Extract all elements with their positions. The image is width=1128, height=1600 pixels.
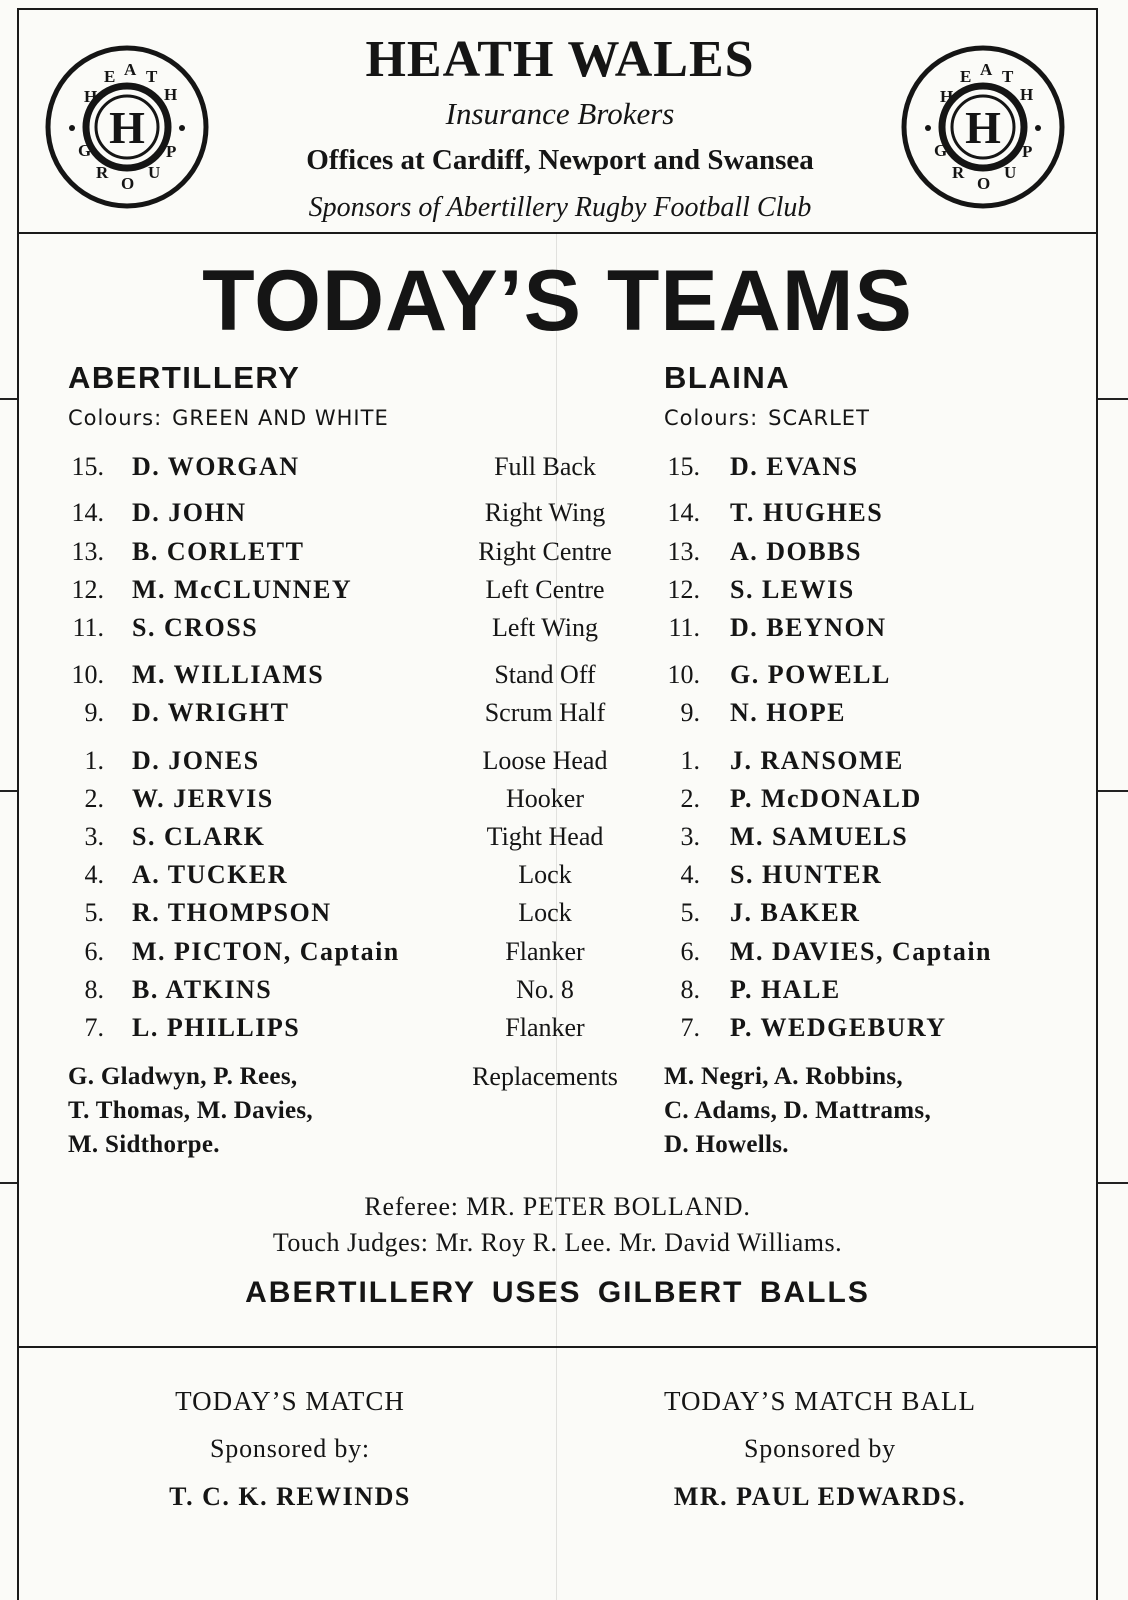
home-player-name: L. PHILLIPS <box>132 1013 301 1042</box>
home-player-name: S. CROSS <box>132 613 259 642</box>
position-label: Left Centre <box>485 575 605 604</box>
away-player-name: P. McDONALD <box>730 784 922 813</box>
logo-letter: H <box>965 102 1001 153</box>
edge-tick <box>1098 1182 1128 1184</box>
home-player-name: B. ATKINS <box>132 975 273 1004</box>
ball-note: ABERTILLERY USES GILBERT BALLS <box>245 1276 870 1309</box>
header-sponsorship: Sponsors of Abertillery Rugby Football Club <box>308 192 812 223</box>
svg-text:HEATH GROUP: HE A TH GROUP <box>78 60 178 193</box>
heath-group-logo-icon <box>44 44 210 210</box>
position-label: Flanker <box>505 1013 585 1042</box>
ball-sponsor-name: MR. PAUL EDWARDS. <box>673 1482 967 1511</box>
heath-group-logo-left <box>44 44 210 210</box>
edge-tick <box>0 1182 17 1184</box>
away-team-colours <box>664 406 870 430</box>
home-player-name: M. WILLIAMS <box>132 660 325 689</box>
position-label: Right Centre <box>478 537 612 566</box>
position-label: Lock <box>518 860 572 889</box>
header-subtitle: Insurance Brokers <box>445 96 675 131</box>
ball-sponsor-by: Sponsored by <box>744 1434 896 1463</box>
home-player-number: 2. <box>84 784 104 813</box>
away-player-number: 1. <box>680 746 700 775</box>
position-label: No. 8 <box>516 975 574 1004</box>
header-offices: Offices at Cardiff, Newport and Swansea <box>306 144 814 176</box>
away-player-number: 4. <box>680 860 700 889</box>
footer-divider <box>17 1346 1098 1348</box>
home-player-number: 7. <box>84 1013 104 1042</box>
home-colours-label: Colours: <box>68 406 163 430</box>
home-player-number: 1. <box>84 746 104 775</box>
home-player-number: 15. <box>71 452 104 481</box>
away-player-number: 2. <box>680 784 700 813</box>
home-replacements-line: T. Thomas, M. Davies, <box>68 1097 313 1124</box>
away-player-name: A. DOBBS <box>730 537 862 566</box>
position-label: Scrum Half <box>484 698 606 727</box>
away-player-name: P. WEDGEBURY <box>730 1013 947 1042</box>
position-label: Stand Off <box>494 660 596 689</box>
position-label: Flanker <box>505 937 585 966</box>
edge-tick <box>1098 398 1128 400</box>
touch-judges-line: Touch Judges: Mr. Roy R. Lee. Mr. David Williams. <box>272 1228 843 1257</box>
away-player-name: D. BEYNON <box>730 613 887 642</box>
home-replacements-line: M. Sidthorpe. <box>68 1131 220 1158</box>
away-player-number: 5. <box>680 898 700 927</box>
home-player-number: 4. <box>84 860 104 889</box>
edge-tick <box>0 790 17 792</box>
away-colours-label: Colours: <box>664 406 759 430</box>
home-replacements-line: G. Gladwyn, P. Rees, <box>68 1063 298 1090</box>
heath-group-logo-icon <box>900 44 1066 210</box>
home-player-name: M. McCLUNNEY <box>132 575 353 604</box>
away-player-name: J. RANSOME <box>730 746 904 775</box>
home-player-name: M. PICTON, Captain <box>132 937 400 966</box>
home-player-name: D. WORGAN <box>132 452 300 481</box>
home-player-number: 3. <box>84 822 104 851</box>
home-player-number: 6. <box>84 937 104 966</box>
home-player-name: R. THOMPSON <box>132 898 332 927</box>
position-label: Tight Head <box>486 822 604 851</box>
home-replacements <box>68 1060 313 1162</box>
home-player-name: D. WRIGHT <box>132 698 290 727</box>
edge-tick <box>1098 790 1128 792</box>
position-label: Lock <box>518 898 572 927</box>
away-player-name: S. HUNTER <box>730 860 883 889</box>
home-player-number: 11. <box>72 613 104 642</box>
header-title: HEATH WALES <box>365 31 755 88</box>
logo-letter: H <box>109 102 145 153</box>
home-player-name: D. JONES <box>132 746 260 775</box>
away-player-number: 7. <box>680 1013 700 1042</box>
position-label: Hooker <box>506 784 584 813</box>
home-player-name: D. JOHN <box>132 498 247 527</box>
away-replacements <box>664 1060 931 1162</box>
away-player-number: 3. <box>680 822 700 851</box>
away-player-name: T. HUGHES <box>730 498 884 527</box>
position-label: Right Wing <box>484 498 606 527</box>
away-player-name: P. HALE <box>730 975 841 1004</box>
away-player-name: S. LEWIS <box>730 575 855 604</box>
match-sponsor-name: T. C. K. REWINDS <box>169 1482 411 1511</box>
home-team-colours <box>68 406 389 430</box>
away-player-name: D. EVANS <box>730 452 859 481</box>
home-player-number: 14. <box>71 498 104 527</box>
ball-sponsor-title: TODAY’S MATCH BALL <box>663 1386 977 1416</box>
position-label: Left Wing <box>491 613 599 642</box>
home-player-number: 10. <box>71 660 104 689</box>
away-player-number: 12. <box>667 575 700 604</box>
home-player-number: 9. <box>84 698 104 727</box>
away-replacements-line: M. Negri, A. Robbins, <box>664 1063 903 1090</box>
away-player-number: 6. <box>680 937 700 966</box>
away-player-number: 14. <box>667 498 700 527</box>
position-label: Loose Head <box>482 746 608 775</box>
home-team-name: ABERTILLERY <box>68 360 301 395</box>
home-player-number: 12. <box>71 575 104 604</box>
match-sponsor-title: TODAY’S MATCH <box>175 1386 405 1416</box>
away-replacements-line: C. Adams, D. Mattrams, <box>664 1097 931 1124</box>
edge-tick <box>0 398 17 400</box>
away-player-name: M. DAVIES, Captain <box>730 937 993 966</box>
away-replacements-line: D. Howells. <box>664 1131 789 1158</box>
home-player-number: 13. <box>71 537 104 566</box>
home-player-number: 8. <box>84 975 104 1004</box>
away-player-name: G. POWELL <box>730 660 891 689</box>
away-player-name: N. HOPE <box>730 698 846 727</box>
away-player-number: 11. <box>668 613 700 642</box>
away-team-name: BLAINA <box>664 360 791 395</box>
position-label: Full Back <box>494 452 596 481</box>
svg-text:HEATH GROUP: HE A TH GROUP <box>934 60 1034 193</box>
home-player-name: W. JERVIS <box>132 784 274 813</box>
home-colours-value: GREEN AND WHITE <box>172 406 389 430</box>
home-player-name: B. CORLETT <box>132 537 305 566</box>
replacements-label: Replacements <box>472 1062 618 1091</box>
away-player-number: 13. <box>667 537 700 566</box>
referee-line: Referee: MR. PETER BOLLAND. <box>364 1192 751 1221</box>
away-player-number: 8. <box>680 975 700 1004</box>
match-sponsor-by: Sponsored by: <box>210 1434 370 1463</box>
away-player-number: 10. <box>667 660 700 689</box>
page-title: TODAY’S TEAMS <box>202 253 913 349</box>
away-player-number: 15. <box>667 452 700 481</box>
away-player-name: M. SAMUELS <box>730 822 909 851</box>
away-colours-value: SCARLET <box>768 406 870 430</box>
away-player-number: 9. <box>680 698 700 727</box>
heath-group-logo-right <box>900 44 1066 210</box>
away-player-name: J. BAKER <box>730 898 861 927</box>
home-player-number: 5. <box>84 898 104 927</box>
home-player-name: A. TUCKER <box>132 860 289 889</box>
home-player-name: S. CLARK <box>132 822 266 851</box>
header-divider <box>17 232 1098 234</box>
